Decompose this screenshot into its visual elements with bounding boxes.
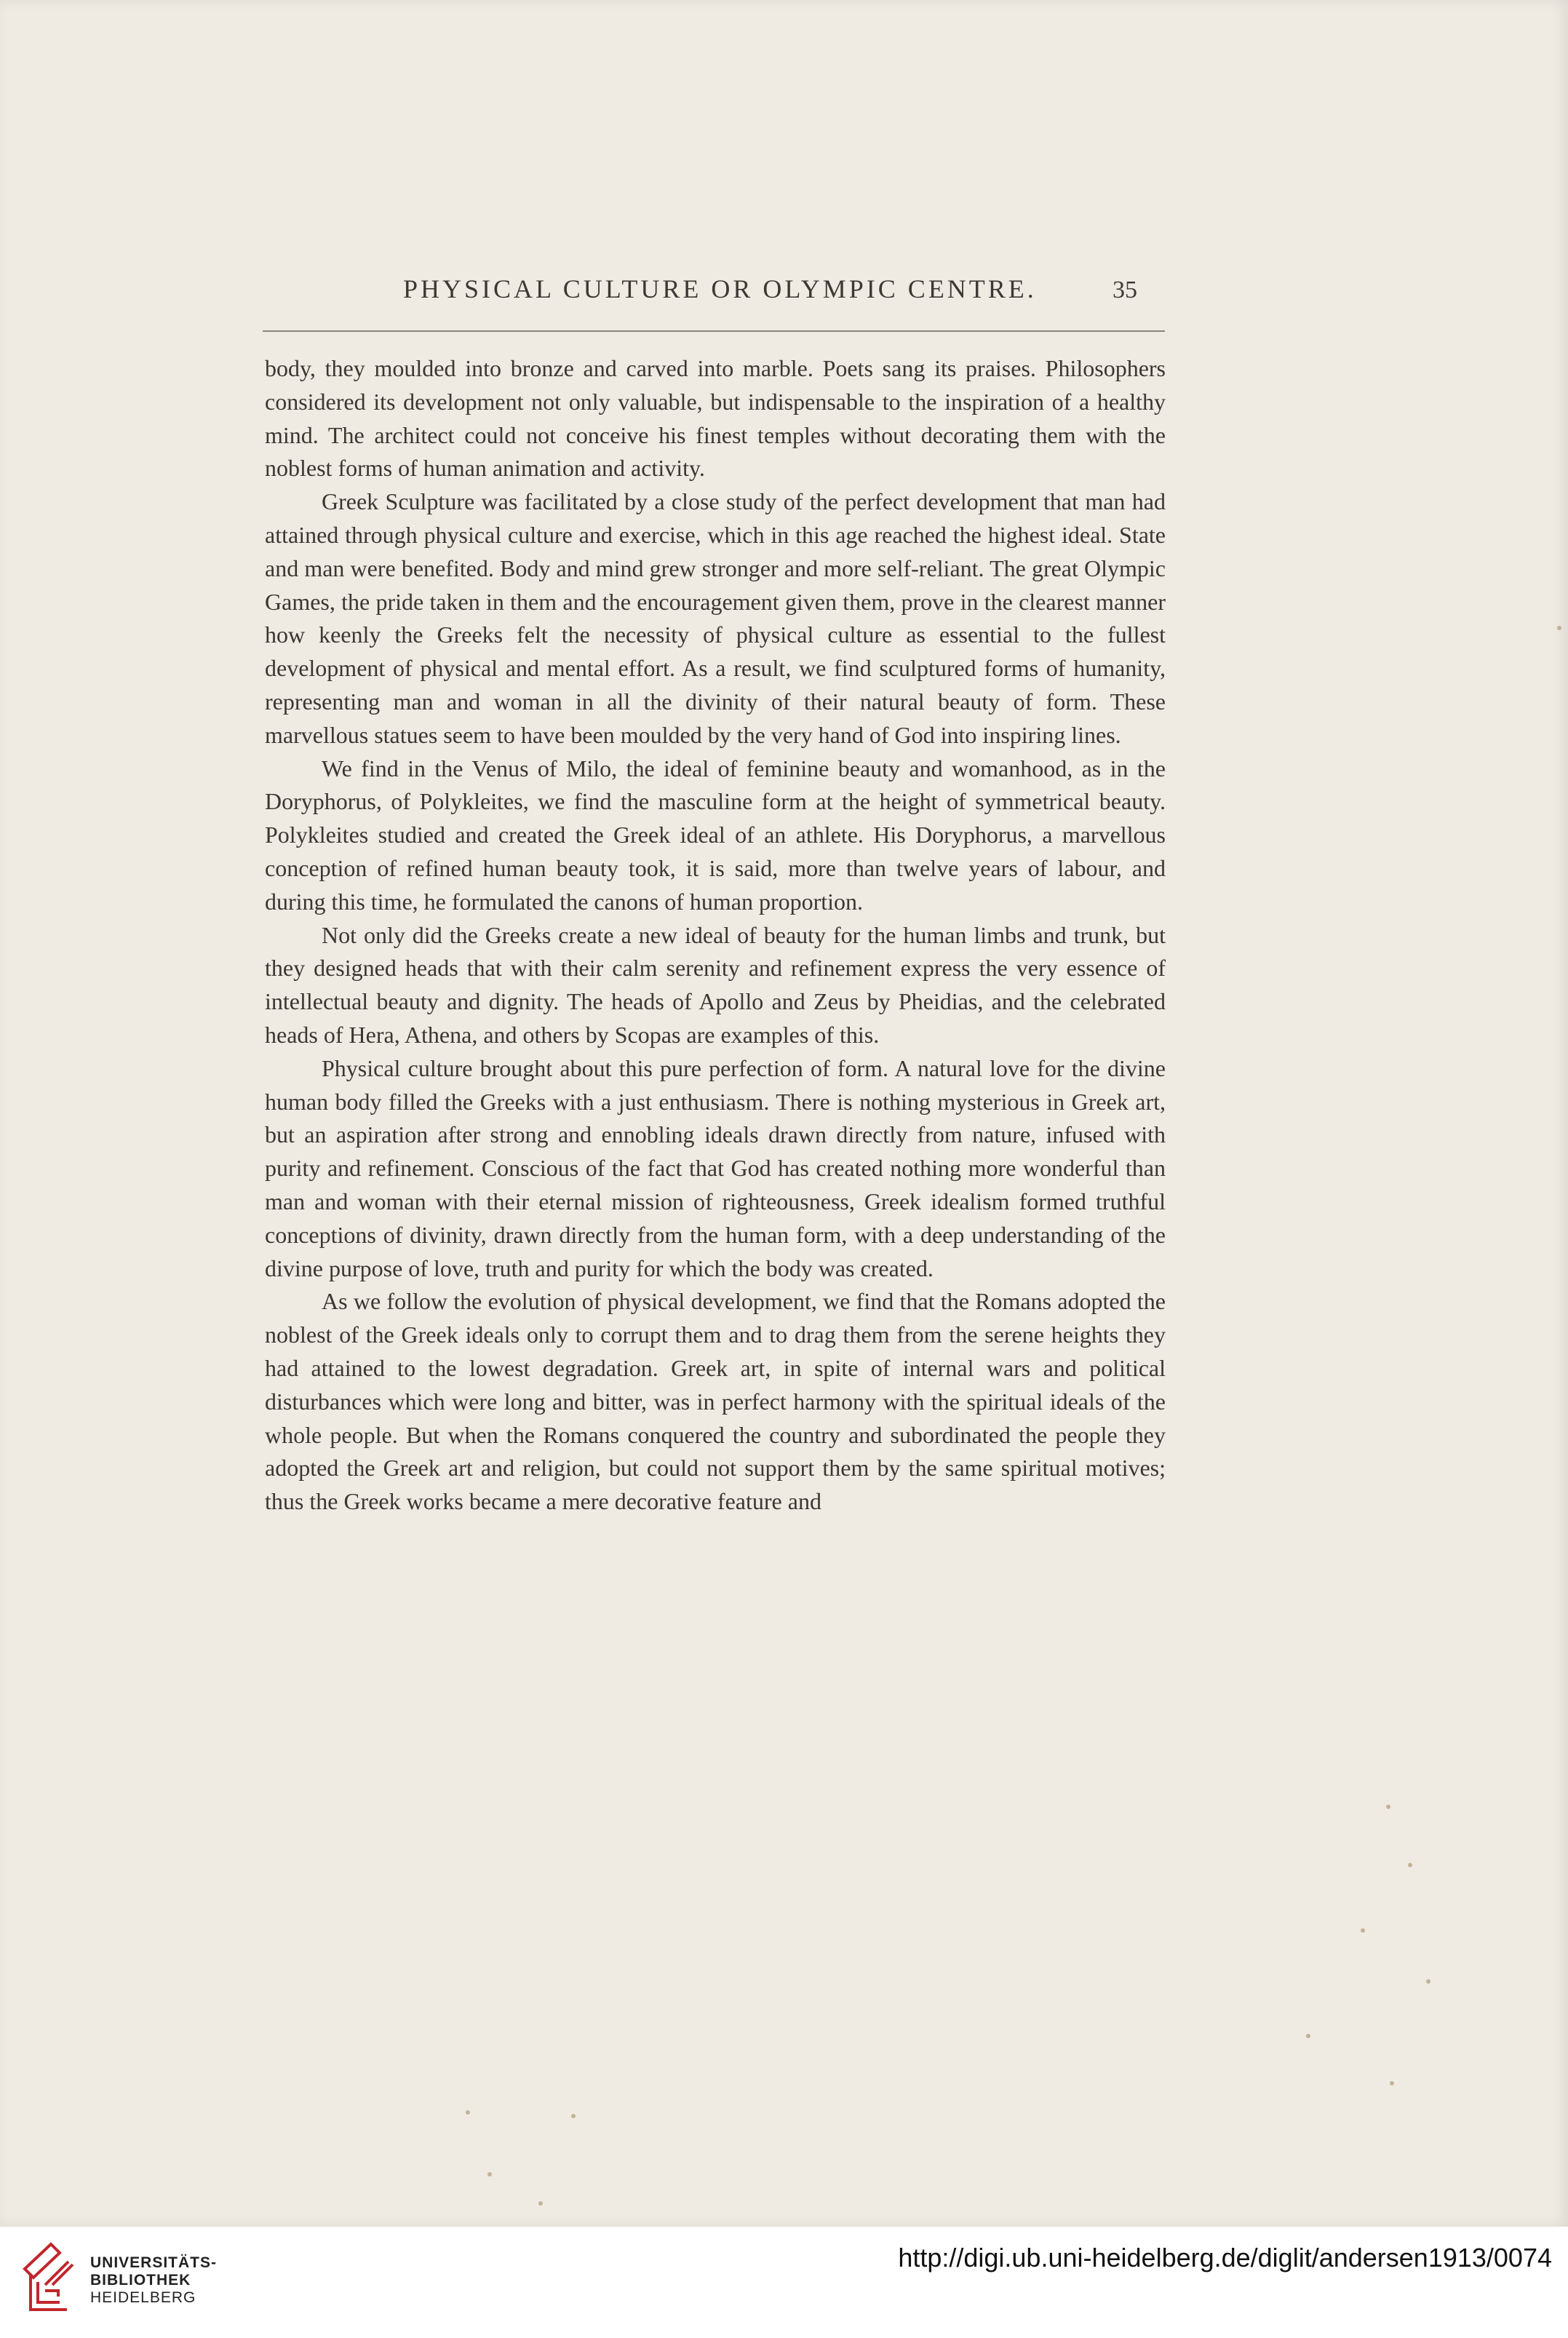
source-url-link[interactable]: http://digi.ub.uni-heidelberg.de/diglit/andersen1913/0074 xyxy=(898,2243,1552,2273)
paragraph: Not only did the Greeks create a new ideal of beauty for the human limbs and trunk, but they designed heads that with their calm serenity and refinement express the very essence of intellectual beauty and dignity. The heads of Apollo and Zeus by Pheidias, and the celebrated heads of Hera, Athena, and others by Scopas are examples of this. xyxy=(265,921,1166,1048)
page-number: 35 xyxy=(1113,277,1137,303)
paper-speck xyxy=(1426,1979,1430,1984)
paper-speck xyxy=(487,2172,492,2176)
library-name xyxy=(90,2254,217,2307)
paper-speck xyxy=(1557,626,1561,630)
paragraph: Physical culture brought about this pure perfection of form. A natural love for the divine human body filled the Greeks with a just enthusiasm. There is nothing mysterious in Greek art, but an aspiration after strong and ennobling ideals drawn directly from nature, infused with purity and refinement. Conscious of the fact that God has created nothing more wonderful than man and woman with their eternal mission of righteousness, Greek idealism formed truthful conceptions of divinity, drawn directly from the human form, with a deep understanding of the divine purpose of love, truth and purity for which the body was created. xyxy=(265,1054,1166,1281)
paper-speck xyxy=(466,2110,470,2115)
library-name-line: HEIDELBERG xyxy=(90,2289,196,2306)
paper-speck xyxy=(1306,2034,1310,2038)
header-rule xyxy=(263,330,1165,332)
paragraph: body, they moulded into bronze and carved into marble. Poets sang its praises. Philosophers considered its development not only valuable, but indispensable to the inspiration of a healthy mind. The architect could not conceive his finest temples without decorating them with the noblest forms of human animation and activity. xyxy=(265,355,1166,482)
library-name-line: UNIVERSITÄTS- xyxy=(90,2254,218,2271)
paper-speck xyxy=(1390,2081,1394,2085)
running-title: PHYSICAL CULTURE OR OLYMPIC CENTRE. xyxy=(403,274,1037,303)
body-text xyxy=(265,352,1166,1519)
paper-speck xyxy=(571,2114,576,2118)
university-library-logo-icon xyxy=(16,2240,81,2326)
page-header xyxy=(263,274,1150,317)
paragraph: Greek Sculpture was facilitated by a close study of the perfect development that man had attained through physical culture and exercise, which in this age reached the highest ideal. State and man were benefited. Body and mind grew stronger and more self-reliant. The great Olympic Games, the pride taken in them and the encouragement given them, prove in the clearest manner how keenly the Greeks felt the necessity of physical culture as essential to the fullest development of physical and mental effort. As a result, we find sculptured forms of humanity, representing man and woman in all the divinity of their natural beauty of form. These marvellous statues seem to have been moulded by the very hand of God into inspiring lines. xyxy=(265,488,1166,748)
paragraph: As we follow the evolution of physical development, we find that the Romans adopted the noblest of the Greek ideals only to corrupt them and to drag them from the serene heights they had attained to the lowest degradation. Greek art, in spite of internal wars and political disturbances which were long and bitter, was in perfect harmony with the spiritual ideals of the whole people. But when the Romans conquered the country and subordinated the people they adopted the Greek art and religion, but could not support them by the same spiritual motives; thus the Greek works became a mere decorative feature and xyxy=(265,1288,1166,1515)
library-name-line: BIBLIOTHEK xyxy=(90,2272,191,2289)
paper-speck xyxy=(1386,1805,1390,1809)
paragraph: We find in the Venus of Milo, the ideal of feminine beauty and womanhood, as in the Doryphorus, of Polykleites, we find the masculine form at the height of symmetrical beauty. Polykleites studied and created the Greek ideal of an athlete. His Doryphorus, a marvellous conception of refined human beauty took, it is said, more than twelve years of labour, and during this time, he formulated the canons of human proportion. xyxy=(265,755,1166,915)
paper-speck xyxy=(1408,1863,1412,1867)
paper-speck xyxy=(1361,1928,1365,1933)
paper-speck xyxy=(538,2201,543,2206)
